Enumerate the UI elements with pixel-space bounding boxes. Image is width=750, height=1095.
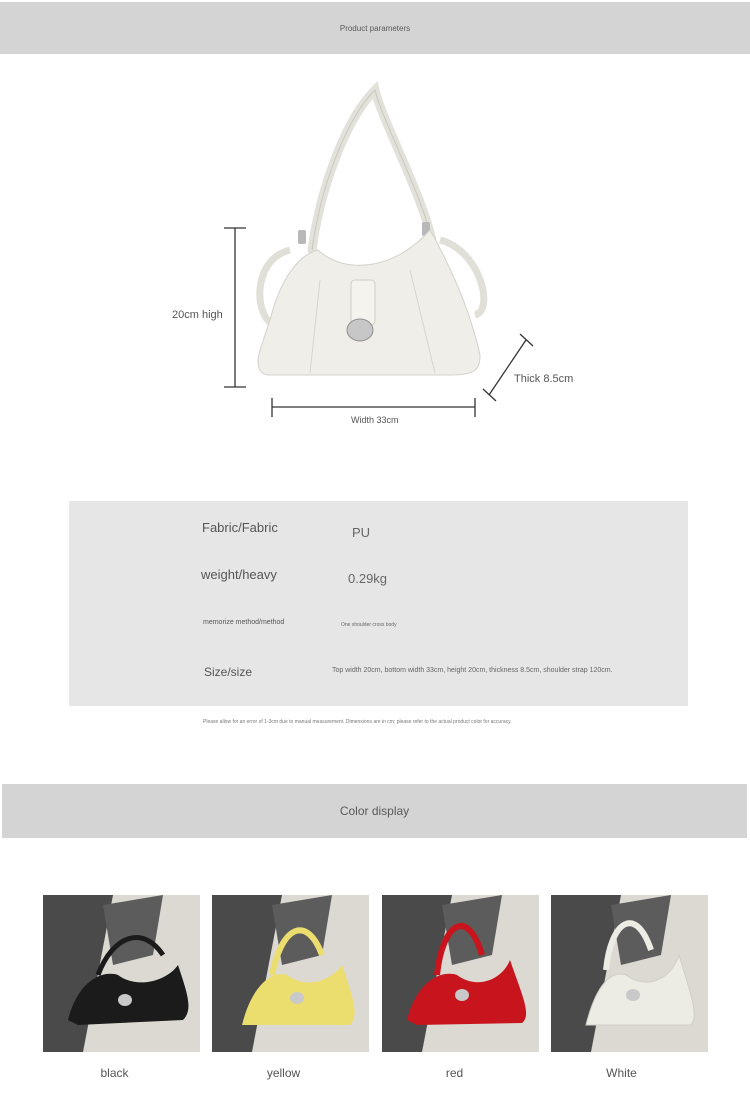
- color-display-banner: [2, 784, 747, 838]
- metal-clasp: [290, 992, 304, 1004]
- thickness-label: Thick 8.5cm: [514, 373, 574, 385]
- spec-table: [69, 501, 688, 706]
- spec-value-method: One shoulder cross body: [341, 622, 397, 628]
- color-photo-red[interactable]: [382, 895, 539, 1052]
- spec-label-weight: weight/heavy: [201, 567, 277, 582]
- spec-label-size: Size/size: [204, 665, 253, 679]
- shoulder-strap: [312, 90, 432, 250]
- spec-value-weight: 0.29kg: [348, 571, 388, 586]
- bag-dimension-illustration: [150, 80, 590, 440]
- metal-clasp: [626, 989, 640, 1001]
- height-label: 20cm high: [172, 309, 223, 321]
- color-photo-black[interactable]: [43, 895, 200, 1052]
- strap-buckle: [298, 230, 306, 244]
- product-parameters-title: Product parameters: [339, 23, 411, 33]
- metal-clasp: [455, 989, 469, 1001]
- color-photo-white[interactable]: [551, 895, 708, 1052]
- spec-value-fabric: PU: [352, 525, 371, 540]
- color-label-yellow: yellow: [266, 1066, 301, 1080]
- color-label-white: White: [606, 1066, 637, 1080]
- color-label-red: red: [445, 1066, 464, 1080]
- spec-value-size: Top width 20cm, bottom width 33cm, height 20cm, thickness 8.5cm, shoulder strap 120cm.: [332, 667, 613, 674]
- spec-label-method: memorize method/method: [203, 619, 285, 626]
- color-display-title: Color display: [339, 804, 410, 818]
- thickness-dimension-line: [489, 340, 526, 395]
- spec-label-fabric: Fabric/Fabric: [202, 520, 278, 535]
- bag-flap: [351, 280, 375, 325]
- metal-clasp: [118, 994, 132, 1006]
- product-parameters-banner: [0, 2, 750, 54]
- measurement-note: Please allow for an error of 1-3cm due to manual measurement. Dimensions are in cm; please refer to the actual product color for accuracy.: [203, 719, 512, 725]
- color-photo-yellow[interactable]: [212, 895, 369, 1052]
- width-label: Width 33cm: [351, 415, 399, 425]
- metal-clasp: [347, 319, 373, 341]
- color-label-black: black: [100, 1066, 129, 1080]
